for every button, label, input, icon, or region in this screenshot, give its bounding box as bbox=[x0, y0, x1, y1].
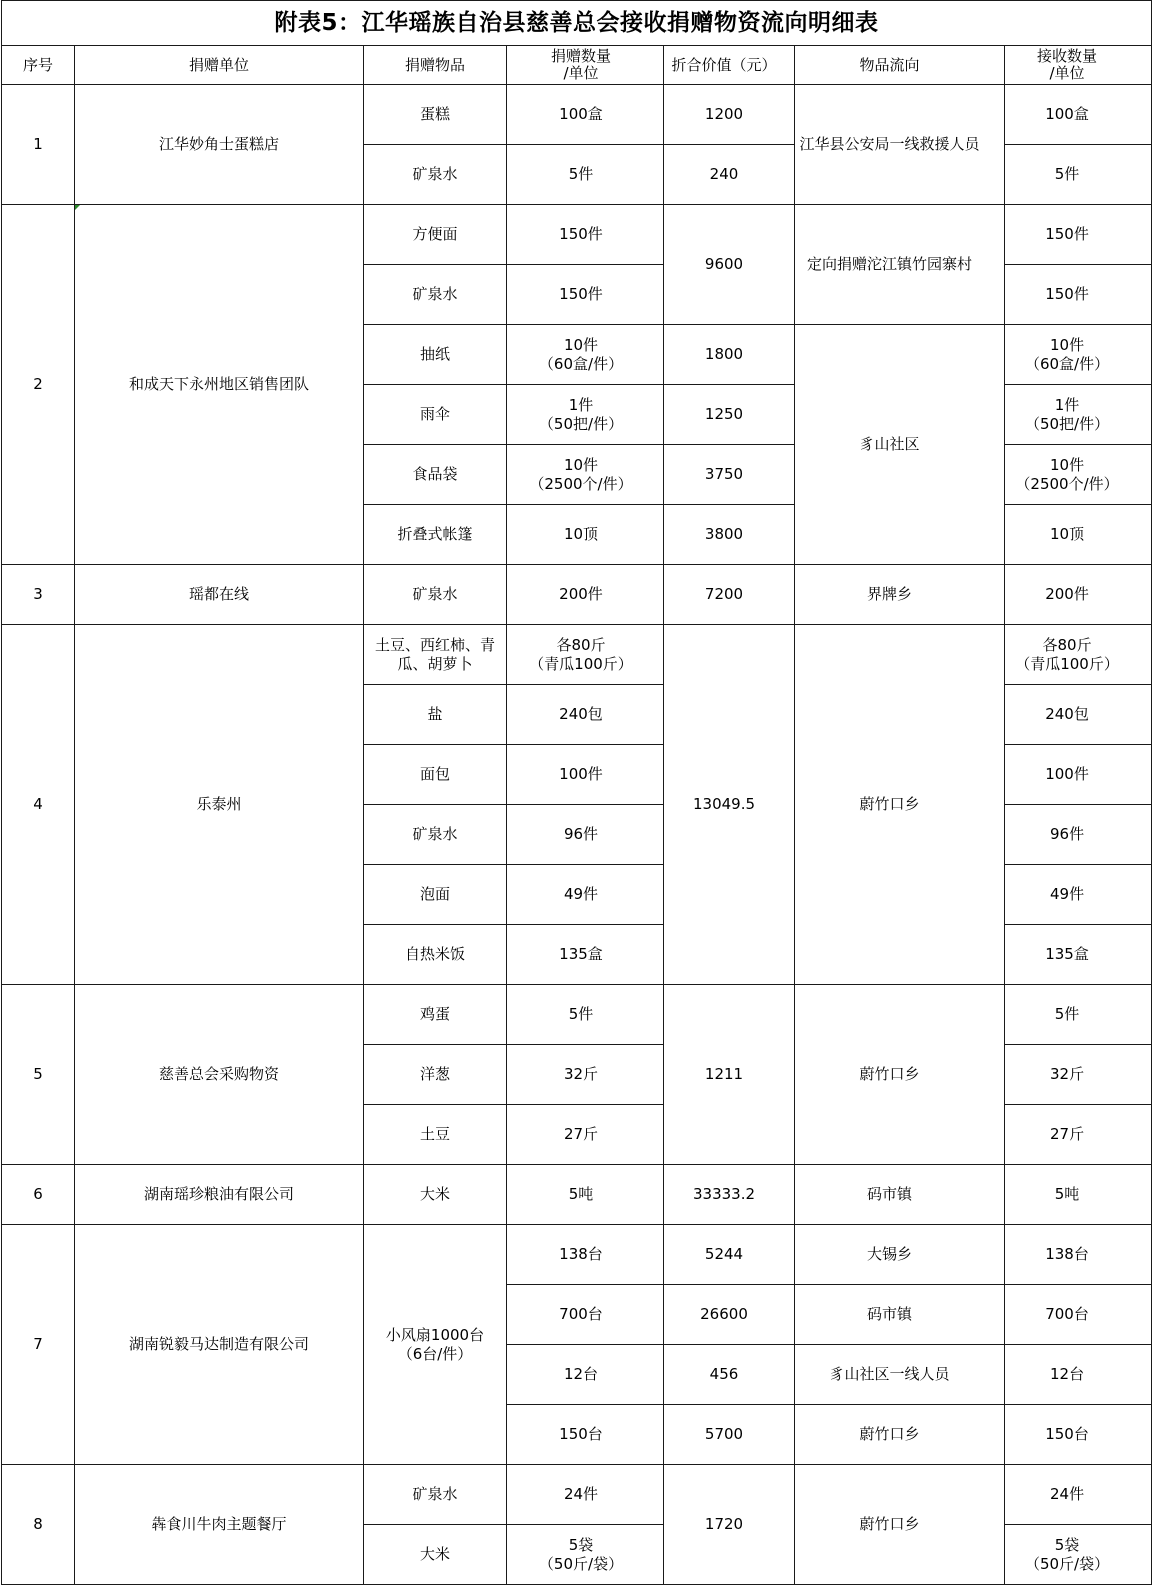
index-cell-8: 8 bbox=[2, 1465, 75, 1585]
value-cell-5-1: 1211 bbox=[664, 985, 795, 1165]
item-cell-5-2: 洋葱 bbox=[364, 1045, 507, 1105]
destination-cell-1-1: 江华县公安局一线救援人员 bbox=[795, 85, 1005, 205]
header-item: 捐赠物品 bbox=[364, 46, 507, 85]
item-cell-5-1: 鸡蛋 bbox=[364, 985, 507, 1045]
quantity-cell-7-4: 150台 bbox=[507, 1405, 664, 1465]
destination-cell-5-1: 蔚竹口乡 bbox=[795, 985, 1005, 1165]
comment-marker-icon bbox=[75, 205, 80, 210]
quantity-cell-8-2: 5袋 （50斤/袋） bbox=[507, 1525, 664, 1585]
item-cell-8-2: 大米 bbox=[364, 1525, 507, 1585]
destination-cell-4-1: 蔚竹口乡 bbox=[795, 625, 1005, 985]
received-cell-2-3: 10件 （60盒/件） bbox=[1005, 325, 1152, 385]
item-cell-4-2: 盐 bbox=[364, 685, 507, 745]
donor-cell-4: 乐泰州 bbox=[75, 625, 364, 985]
destination-cell-7-4: 蔚竹口乡 bbox=[795, 1405, 1005, 1465]
quantity-cell-2-2: 150件 bbox=[507, 265, 664, 325]
received-cell-7-2: 700台 bbox=[1005, 1285, 1152, 1345]
table-row bbox=[2, 85, 1152, 145]
quantity-cell-2-4: 1件 （50把/件） bbox=[507, 385, 664, 445]
value-cell-2-6: 3800 bbox=[664, 505, 795, 565]
quantity-cell-2-3: 10件 （60盒/件） bbox=[507, 325, 664, 385]
quantity-cell-7-2: 700台 bbox=[507, 1285, 664, 1345]
value-cell-8-1: 1720 bbox=[664, 1465, 795, 1585]
table-row bbox=[2, 1225, 1152, 1285]
table-row bbox=[2, 625, 1152, 685]
table-row bbox=[2, 1165, 1152, 1225]
item-cell-4-5: 泡面 bbox=[364, 865, 507, 925]
received-cell-2-1: 150件 bbox=[1005, 205, 1152, 265]
table-row bbox=[2, 1465, 1152, 1525]
received-cell-5-1: 5件 bbox=[1005, 985, 1152, 1045]
title-row bbox=[2, 1, 1152, 46]
donor-label-2: 和成天下永州地区销售团队 bbox=[128, 375, 309, 393]
quantity-cell-4-2: 240包 bbox=[507, 685, 664, 745]
quantity-cell-7-3: 12台 bbox=[507, 1345, 664, 1405]
quantity-cell-5-3: 27斤 bbox=[507, 1105, 664, 1165]
donor-cell-6: 湖南瑶珍粮油有限公司 bbox=[75, 1165, 364, 1225]
header-row bbox=[2, 46, 1152, 85]
value-cell-6-1: 33333.2 bbox=[664, 1165, 795, 1225]
donor-cell-2 bbox=[75, 205, 364, 565]
index-cell-5: 5 bbox=[2, 985, 75, 1165]
item-cell-8-1: 矿泉水 bbox=[364, 1465, 507, 1525]
quantity-cell-3-1: 200件 bbox=[507, 565, 664, 625]
quantity-cell-2-1: 150件 bbox=[507, 205, 664, 265]
item-cell-2-2: 矿泉水 bbox=[364, 265, 507, 325]
received-cell-1-2: 5件 bbox=[1005, 145, 1152, 205]
value-cell-3-1: 7200 bbox=[664, 565, 795, 625]
quantity-cell-4-6: 135盒 bbox=[507, 925, 664, 985]
item-cell-2-1: 方便面 bbox=[364, 205, 507, 265]
received-cell-2-5: 10件 （2500个/件） bbox=[1005, 445, 1152, 505]
quantity-cell-2-6: 10顶 bbox=[507, 505, 664, 565]
value-cell-7-4: 5700 bbox=[664, 1405, 795, 1465]
received-cell-4-1: 各80斤 （青瓜100斤） bbox=[1005, 625, 1152, 685]
quantity-cell-4-1: 各80斤 （青瓜100斤） bbox=[507, 625, 664, 685]
received-cell-5-2: 32斤 bbox=[1005, 1045, 1152, 1105]
received-cell-4-6: 135盒 bbox=[1005, 925, 1152, 985]
item-cell-2-6: 折叠式帐篷 bbox=[364, 505, 507, 565]
header-donor: 捐赠单位 bbox=[75, 46, 364, 85]
item-cell-1-1: 蛋糕 bbox=[364, 85, 507, 145]
quantity-cell-1-2: 5件 bbox=[507, 145, 664, 205]
received-cell-4-5: 49件 bbox=[1005, 865, 1152, 925]
item-cell-2-4: 雨伞 bbox=[364, 385, 507, 445]
item-cell-5-3: 土豆 bbox=[364, 1105, 507, 1165]
quantity-cell-4-4: 96件 bbox=[507, 805, 664, 865]
received-cell-6-1: 5吨 bbox=[1005, 1165, 1152, 1225]
quantity-cell-2-5: 10件 （2500个/件） bbox=[507, 445, 664, 505]
quantity-cell-5-1: 5件 bbox=[507, 985, 664, 1045]
donor-cell-7: 湖南锐毅马达制造有限公司 bbox=[75, 1225, 364, 1465]
destination-cell-3-1: 界牌乡 bbox=[795, 565, 1005, 625]
destination-cell-2-3: 豸山社区 bbox=[795, 325, 1005, 565]
received-cell-1-1: 100盒 bbox=[1005, 85, 1152, 145]
destination-cell-6-1: 码市镇 bbox=[795, 1165, 1005, 1225]
quantity-cell-4-5: 49件 bbox=[507, 865, 664, 925]
item-cell-4-4: 矿泉水 bbox=[364, 805, 507, 865]
value-cell-2-4: 1250 bbox=[664, 385, 795, 445]
value-cell-7-3: 456 bbox=[664, 1345, 795, 1405]
quantity-cell-5-2: 32斤 bbox=[507, 1045, 664, 1105]
item-cell-6-1: 大米 bbox=[364, 1165, 507, 1225]
value-cell-2-1: 9600 bbox=[664, 205, 795, 325]
index-cell-2: 2 bbox=[2, 205, 75, 565]
destination-cell-8-1: 蔚竹口乡 bbox=[795, 1465, 1005, 1585]
donor-cell-3: 瑶都在线 bbox=[75, 565, 364, 625]
value-cell-2-3: 1800 bbox=[664, 325, 795, 385]
table-row bbox=[2, 205, 1152, 265]
item-cell-7: 小风扇1000台 （6台/件） bbox=[364, 1225, 507, 1465]
value-cell-7-2: 26600 bbox=[664, 1285, 795, 1345]
index-cell-7: 7 bbox=[2, 1225, 75, 1465]
item-cell-4-1: 土豆、西红柿、青 瓜、胡萝卜 bbox=[364, 625, 507, 685]
received-cell-8-2: 5袋 （50斤/袋） bbox=[1005, 1525, 1152, 1585]
received-cell-2-2: 150件 bbox=[1005, 265, 1152, 325]
received-cell-8-1: 24件 bbox=[1005, 1465, 1152, 1525]
value-cell-1-1: 1200 bbox=[664, 85, 795, 145]
quantity-cell-7-1: 138台 bbox=[507, 1225, 664, 1285]
destination-cell-7-1: 大锡乡 bbox=[795, 1225, 1005, 1285]
index-cell-3: 3 bbox=[2, 565, 75, 625]
value-cell-1-2: 240 bbox=[664, 145, 795, 205]
quantity-cell-4-3: 100件 bbox=[507, 745, 664, 805]
donation-flow-table bbox=[1, 0, 1152, 1585]
item-cell-2-5: 食品袋 bbox=[364, 445, 507, 505]
received-cell-7-1: 138台 bbox=[1005, 1225, 1152, 1285]
header-received: 接收数量 /单位 bbox=[1005, 46, 1152, 85]
index-cell-6: 6 bbox=[2, 1165, 75, 1225]
table-title: 附表5：江华瑶族自治县慈善总会接收捐赠物资流向明细表 bbox=[2, 1, 1152, 46]
donor-cell-1: 江华妙角士蛋糕店 bbox=[75, 85, 364, 205]
item-cell-3-1: 矿泉水 bbox=[364, 565, 507, 625]
received-cell-7-4: 150台 bbox=[1005, 1405, 1152, 1465]
donor-cell-5: 慈善总会采购物资 bbox=[75, 985, 364, 1165]
received-cell-4-3: 100件 bbox=[1005, 745, 1152, 805]
table-row bbox=[2, 565, 1152, 625]
received-cell-5-3: 27斤 bbox=[1005, 1105, 1152, 1165]
received-cell-4-2: 240包 bbox=[1005, 685, 1152, 745]
destination-cell-7-2: 码市镇 bbox=[795, 1285, 1005, 1345]
item-cell-1-2: 矿泉水 bbox=[364, 145, 507, 205]
header-value: 折合价值（元） bbox=[664, 46, 795, 85]
index-cell-4: 4 bbox=[2, 625, 75, 985]
destination-cell-2-1: 定向捐赠沱江镇竹园寨村 bbox=[795, 205, 1005, 325]
quantity-cell-1-1: 100盒 bbox=[507, 85, 664, 145]
received-cell-4-4: 96件 bbox=[1005, 805, 1152, 865]
header-index: 序号 bbox=[2, 46, 75, 85]
donor-cell-8: 犇食川牛肉主题餐厅 bbox=[75, 1465, 364, 1585]
value-cell-7-1: 5244 bbox=[664, 1225, 795, 1285]
received-cell-7-3: 12台 bbox=[1005, 1345, 1152, 1405]
header-quantity: 捐赠数量 /单位 bbox=[507, 46, 664, 85]
quantity-cell-6-1: 5吨 bbox=[507, 1165, 664, 1225]
quantity-cell-8-1: 24件 bbox=[507, 1465, 664, 1525]
header-destination: 物品流向 bbox=[795, 46, 1005, 85]
item-cell-4-3: 面包 bbox=[364, 745, 507, 805]
destination-cell-7-3: 豸山社区一线人员 bbox=[795, 1345, 1005, 1405]
received-cell-3-1: 200件 bbox=[1005, 565, 1152, 625]
value-cell-4-1: 13049.5 bbox=[664, 625, 795, 985]
item-cell-4-6: 自热米饭 bbox=[364, 925, 507, 985]
received-cell-2-6: 10顶 bbox=[1005, 505, 1152, 565]
item-cell-2-3: 抽纸 bbox=[364, 325, 507, 385]
table-row bbox=[2, 985, 1152, 1045]
value-cell-2-5: 3750 bbox=[664, 445, 795, 505]
index-cell-1: 1 bbox=[2, 85, 75, 205]
received-cell-2-4: 1件 （50把/件） bbox=[1005, 385, 1152, 445]
